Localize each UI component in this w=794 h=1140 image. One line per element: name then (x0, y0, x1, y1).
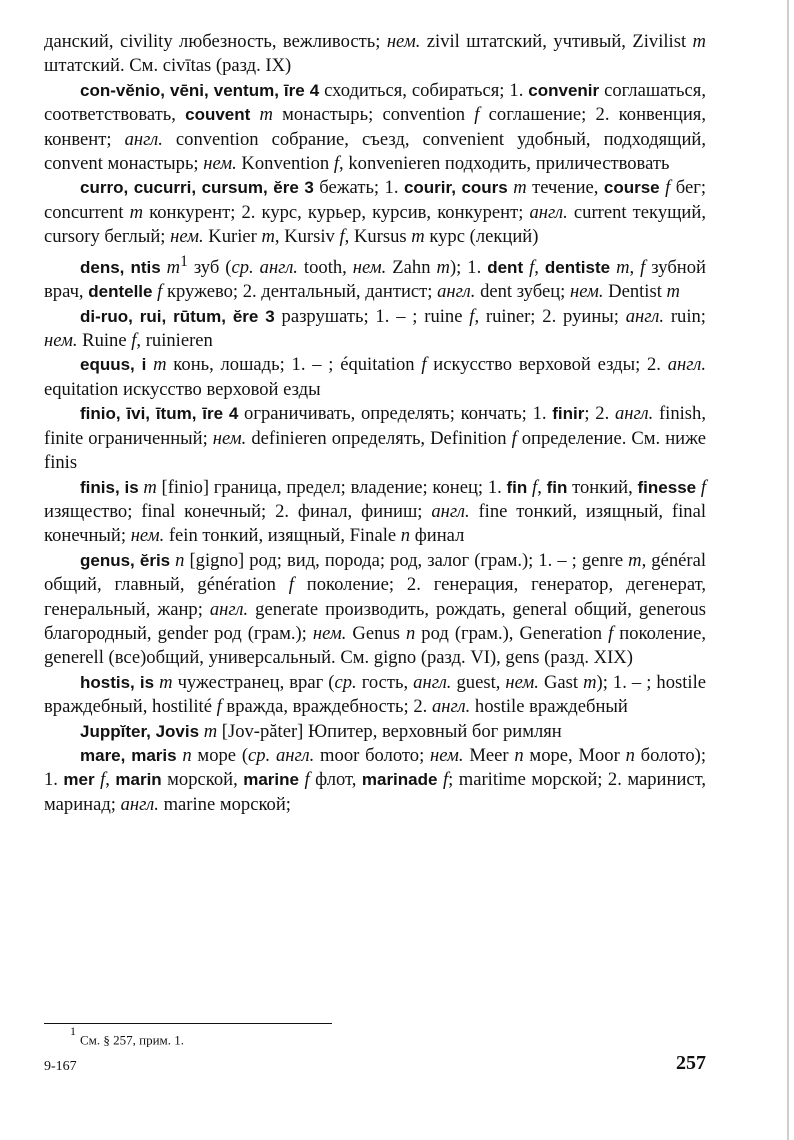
entry-headword: dens, ntis (80, 257, 161, 277)
entry-text: флот, (309, 769, 362, 791)
dictionary-entry (44, 476, 706, 549)
entry-headword: equus, i (80, 355, 147, 375)
entry-headword: fin (506, 477, 528, 497)
entry-text: зуб ( (187, 256, 232, 278)
entry-text: конь, лошадь; 1. – ; équitation (166, 354, 422, 376)
entry-text: tooth, (297, 256, 353, 278)
entry-headword: Juppĭter, Jovis (80, 721, 200, 741)
entry-text: ; 2. (584, 403, 615, 425)
entry-text: Konvention (236, 153, 334, 175)
entry-text: род (грам.), Generation (415, 622, 609, 644)
entry-text: искусство верховой езды; 2. (426, 354, 668, 376)
language-abbrev: нем. (170, 226, 204, 248)
entry-text: convention собрание, съезд, convenient удобный, подходящий, convent монастырь; (44, 128, 706, 175)
gender-label: m (153, 354, 167, 376)
language-abbrev: нем. (312, 622, 347, 644)
gender-label: f (532, 476, 538, 498)
entry-headword: dentelle (88, 282, 153, 302)
entry-text: гость, (356, 671, 414, 693)
entry-text: zivil штатский, учтивый, Zivilist (420, 31, 693, 52)
dictionary-entry (44, 744, 706, 817)
entry-text: чужестранец, враг ( (172, 671, 335, 693)
entry-headword: marine (243, 770, 299, 790)
language-abbrev: нем. (212, 427, 247, 449)
language-abbrev: нем. (203, 153, 237, 175)
language-abbrev: англ. (437, 281, 476, 303)
entry-text: морской, (161, 769, 244, 791)
entry-text: equitation искусство верховой езды (44, 378, 321, 400)
entry-text: бег; concurrent (44, 177, 706, 223)
dictionary-entry (44, 353, 706, 402)
gender-label: f (608, 622, 614, 644)
footnote (70, 1026, 184, 1049)
gender-label: f (442, 769, 449, 791)
entry-text: конкурент; 2. курс, курьер, курсив, конкурент; (143, 201, 530, 223)
entry-text: definieren определять, Definition (246, 427, 512, 449)
gender-label: n (514, 744, 524, 766)
entry-headword: finio, īvi, ītum, īre 4 (80, 404, 239, 424)
entry-text: dent зубец; (475, 281, 570, 303)
entry-headword: couvent (185, 105, 251, 125)
entry-text: соглашение; 2. конвенция, конвент; (44, 104, 706, 150)
entry-text: Gast (538, 671, 584, 693)
entry-text: , ruinieren (136, 330, 213, 352)
footnote-mark: 1 (70, 1024, 76, 1038)
entry-headword: genus, ĕris (80, 550, 171, 570)
printer-signature: 9-167 (44, 1059, 77, 1074)
language-abbrev: англ. (614, 403, 654, 425)
entry-text: finish, finite ограниченный; (44, 403, 706, 449)
gender-label: f (640, 256, 646, 278)
dictionary-entry (44, 30, 706, 79)
entry-headword: curro, cucurri, cursum, ĕre 3 (80, 178, 314, 198)
language-abbrev: нем. (352, 256, 387, 278)
language-abbrev: англ. (529, 201, 568, 223)
gender-label: f (339, 226, 345, 248)
gender-label: f (333, 153, 340, 175)
gender-label: m (261, 226, 275, 248)
page-body (44, 30, 706, 817)
entry-text: болото); 1. (44, 744, 707, 791)
entry-text: зубной врач, (44, 256, 706, 303)
gender-label: m (616, 256, 630, 278)
gender-label: m (259, 104, 273, 126)
entry-text: ; maritime морской; 2. маринист, маринад; (44, 769, 707, 815)
gender-label: m (159, 671, 173, 693)
gender-label: f (474, 104, 480, 126)
dictionary-entry (44, 402, 706, 475)
gender-label: f (157, 281, 163, 303)
gender-label: n (400, 525, 411, 547)
entry-text: [gigno] род; вид, порода; род, залог (грам.); 1. – ; genre (184, 549, 629, 571)
entry-headword: finesse (637, 477, 697, 497)
entry-headword: mer (63, 770, 95, 790)
entry-text: , général общий, главный, génération (44, 549, 706, 596)
gender-label: n (625, 744, 635, 766)
gender-label: f (288, 574, 294, 596)
entry-text: определение. См. ниже finis (44, 427, 706, 474)
page-edge (787, 0, 789, 1140)
entry-text: течение, (526, 177, 604, 199)
dictionary-entry (44, 79, 706, 177)
entry-text: , (105, 769, 116, 791)
entry-text: , konvenieren подходить, приличествовать (339, 153, 670, 175)
entry-headword: marinade (361, 770, 438, 790)
language-abbrev: англ. (209, 598, 249, 620)
entry-text: Dentist (603, 281, 667, 303)
gender-label: f (665, 177, 671, 199)
dictionary-entry (44, 720, 706, 744)
entry-text: fine тонкий, изящный, final конечный; (44, 500, 706, 547)
entry-headword: fin (546, 477, 568, 497)
entry-text: generate производить, рождать, general общий, generous благородный, gender род (грам.); (44, 598, 706, 644)
entry-text: сходиться, собираться; 1. (319, 79, 529, 101)
entry-text: море, Moor (523, 744, 626, 766)
entry-text: , Kursus (344, 226, 412, 248)
gender-label: f (529, 256, 535, 278)
language-abbrev: ср. англ. (231, 256, 298, 278)
entry-text: Genus (346, 622, 406, 644)
gender-label: m (692, 31, 706, 52)
entry-text: Kurier (203, 226, 262, 248)
entry-text: вражда, враждебность; 2. (221, 696, 432, 718)
entry-text: кружево; 2. дентальный, дантист; (162, 281, 438, 303)
entry-headword: courir, cours (403, 178, 508, 198)
gender-label: n (405, 622, 416, 644)
entry-headword: finir (552, 404, 585, 424)
entry-text: ); 1. (449, 256, 488, 278)
entry-text: Ruine (77, 330, 132, 352)
dictionary-entry (44, 250, 706, 305)
entry-text: ruin; (664, 305, 706, 327)
entry-text: , (629, 256, 641, 278)
dictionary-entry (44, 549, 706, 671)
gender-label: m (203, 720, 218, 742)
entry-text: fein тонкий, изящный, Finale (164, 525, 401, 547)
entry-text: курс (лекций) (424, 226, 539, 248)
footnote-text: См. § 257, прим. 1. (80, 1032, 185, 1048)
page-number: 257 (676, 1052, 706, 1074)
language-abbrev: нем. (44, 330, 78, 352)
dictionary-entry (44, 305, 706, 354)
entry-headword: di-ruo, rui, rūtum, ĕre 3 (80, 306, 275, 326)
language-abbrev: англ. (667, 354, 706, 376)
entry-text: поколение; 2. генерация, генератор, дегенерат, генеральный, жанр; (44, 574, 706, 620)
entry-text: guest, (451, 671, 506, 693)
gender-label: m (143, 476, 157, 498)
entry-headword: mare, maris (80, 745, 177, 765)
entry-text: ограничивать, определять; кончать; 1. (238, 403, 553, 425)
entry-text: изящество; final конечный; 2. финал, финиш; (44, 500, 432, 522)
language-abbrev: нем. (569, 281, 604, 303)
entry-text: ); 1. – ; hostile враждебный, hostilité (44, 671, 706, 718)
language-abbrev: англ. (413, 671, 452, 693)
gender-label: m (166, 256, 181, 278)
language-abbrev: англ. (625, 305, 665, 327)
entry-text: море ( (191, 744, 249, 766)
gender-label: m (129, 201, 144, 223)
entry-text: финал (410, 525, 465, 547)
entry-text: [Jov-păter] Юпитер, верховный бог римлян (217, 720, 562, 742)
entry-text: [finio] граница, предел; владение; конец; 1. (156, 476, 507, 498)
entry-headword: marin (115, 770, 162, 790)
gender-label: m (666, 281, 680, 303)
entry-headword: dentiste (544, 257, 611, 277)
language-abbrev: нем. (386, 31, 421, 52)
gender-label: n (182, 744, 192, 766)
footnote-rule (44, 1023, 332, 1024)
entry-text: соглашаться, соответствовать, (44, 79, 706, 126)
entry-headword: convenir (528, 80, 600, 100)
entry-text: поколение, generell (все)общий, универсальный. См. gigno (разд. VI), gens (разд. XIX) (44, 622, 707, 669)
entry-text (250, 104, 259, 125)
entry-text: , Kursiv (274, 226, 340, 248)
footnote-ref: 1 (180, 252, 188, 270)
gender-label: n (175, 549, 185, 571)
entry-text: бежать; 1. (313, 177, 404, 199)
gender-label: m (411, 226, 425, 248)
gender-label: f (421, 354, 427, 376)
entry-text: монастырь; convention (272, 104, 475, 126)
entry-text: , (534, 256, 545, 278)
entry-headword: hostis, is (80, 672, 155, 692)
gender-label: m (513, 177, 527, 199)
dictionary-entry (44, 176, 706, 249)
gender-label: f (131, 330, 137, 352)
gender-label: f (469, 305, 475, 327)
language-abbrev: англ. (431, 696, 471, 718)
entry-headword: dent (487, 257, 524, 277)
entry-text: current текущий, cursory беглый; (44, 201, 706, 248)
gender-label: f (304, 769, 310, 791)
entry-text: , (537, 476, 547, 498)
entry-headword: finis, is (80, 477, 139, 497)
gender-label: f (100, 769, 106, 791)
language-abbrev: англ. (120, 793, 159, 815)
entry-text: Zahn (386, 256, 437, 278)
entry-text: moor болото; (314, 744, 431, 766)
language-abbrev: ср. англ. (248, 744, 315, 766)
dictionary-entry (44, 671, 706, 720)
language-abbrev: ср. (334, 671, 357, 693)
language-abbrev: англ. (431, 500, 470, 522)
entry-text: данский, civility любезность, вежливость; (44, 31, 387, 52)
entry-text: , ruiner; 2. руины; (474, 305, 626, 327)
gender-label: f (511, 427, 517, 449)
entry-headword: con-vĕnio, vēni, ventum, īre 4 (80, 80, 320, 100)
entry-text: hostile враждебный (470, 696, 628, 718)
language-abbrev: нем. (130, 525, 165, 547)
gender-label: m (583, 671, 597, 693)
gender-label: m (436, 256, 450, 278)
entry-text: штатский. См. civītas (разд. IX) (44, 55, 292, 77)
language-abbrev: нем. (430, 744, 464, 766)
language-abbrev: нем. (505, 671, 539, 693)
entry-text: marine морской; (158, 793, 291, 815)
entry-text: Meer (463, 744, 515, 766)
entry-text: тонкий, (567, 476, 638, 498)
gender-label: f (700, 476, 707, 498)
gender-label: m (628, 549, 642, 571)
entry-headword: course (603, 178, 660, 198)
entry-text: разрушать; 1. – ; ruine (274, 305, 470, 327)
language-abbrev: англ. (124, 128, 163, 150)
gender-label: f (216, 696, 222, 718)
